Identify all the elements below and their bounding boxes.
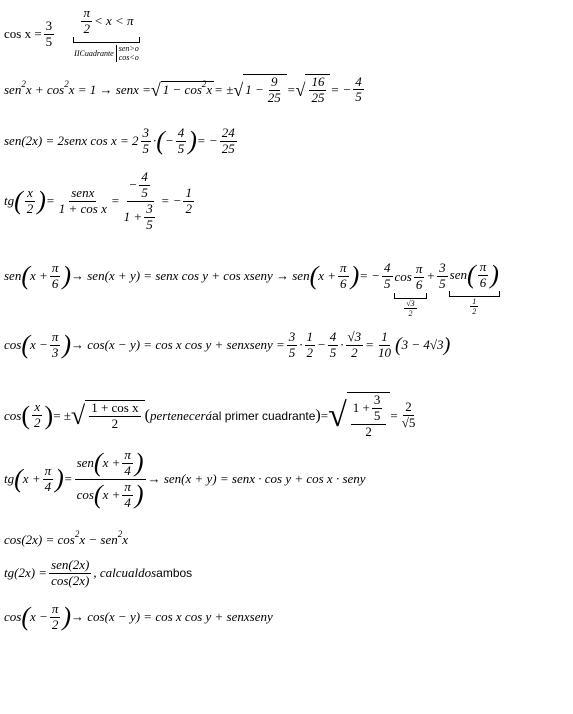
line-4: tg ( x 2 ) = senx 1 + cos x = − $\frac{4}{5}$ 1 + $\frac{3}{5}$ = − $\frac{1}{2}$ xyxy=(4,169,192,232)
line-5: sen ( x + $\frac{\pi}{6}$ ) → sen(x + y) = senx cos y + cos xseny → sen ( x + $\frac{\pi}{6}$ ) = − $\frac{4}{5}$ cos π 6 √3 2 + $\frac{3}{5}$ sen ( π 6 ) 1 2 xyxy=(4,259,499,319)
line-3: sen(2x) = 2senx cos x = 2 3 5 · ( − $\frac{4}{5}$ ) = − $\frac{24}{25}$ xyxy=(4,125,235,156)
line-2: sen 2 x + cos 2 x = 1 → senx = √ 1 − cos 2 x = ± √ 1 − $\frac{9}{25}$ = √ 16 25 = − $\frac{4}{5}$ xyxy=(4,73,362,105)
line-7: cos ( x 2 ) = ± √ 1 + cos x 2 ( pertenecerá al primer cuadrante ) = √ 1 + $\frac{3}{5}$ 2 = $\frac{2}{√5}$ xyxy=(4,392,416,439)
condition-brace: π 2 < x < π IICuadrante sen>o cos<o xyxy=(74,5,139,62)
line-11: cos ( x − $\frac{\pi}{2}$ ) → cos(x − y) = cos x cos y + senxseny xyxy=(4,601,273,632)
line-8: tg ( x + $\frac{\pi}{4}$ ) = sen ( x + $\frac{\pi}{4}$ ) cos ( x + $\frac{\pi}{4}$ ) → sen(x + y) = senx · cos y + cos x · seny xyxy=(4,447,366,510)
line-10: tg(2x) = sen(2x) cos(2x) , calcualdos ambos xyxy=(4,557,193,588)
line-6: cos ( x − $\frac{\pi}{3}$ ) → cos(x − y) = cos x cos y + senxseny = $\frac{3}{5}$ · 1 2 − $\frac{4}{5}$ · $\frac{√3}{2}$ = $\frac{1}{10}$ ( 3 − 4√3 ) xyxy=(4,329,451,360)
text: cos x = xyxy=(4,26,42,42)
line-9: cos(2x) = cos 2 x − sen 2 x xyxy=(4,529,129,547)
fraction: $\frac{3}{5}$ xyxy=(45,17,53,49)
line-1 xyxy=(4,6,139,62)
